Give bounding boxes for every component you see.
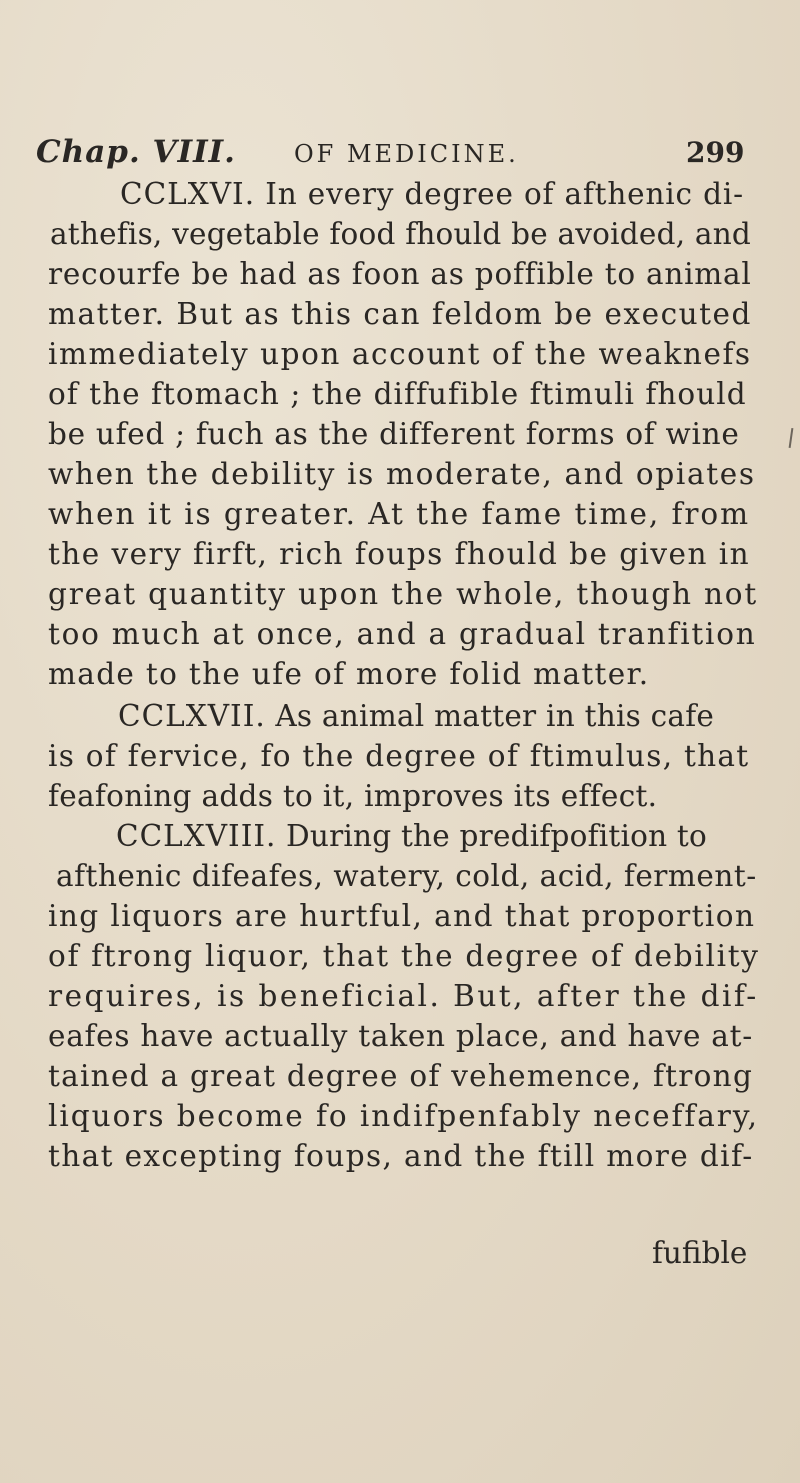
text-line xyxy=(48,614,756,654)
text-line xyxy=(48,976,759,1016)
text-line xyxy=(48,776,657,816)
line-text: tained a great degree of vehemence, ftrong xyxy=(48,1059,754,1093)
line-text: feafoning adds to it, improves its effect. xyxy=(48,779,658,813)
section-number: CCLXVI. xyxy=(120,177,256,211)
running-title: OF MEDICINE. xyxy=(294,140,519,168)
section-number: CCLXVIII. xyxy=(116,819,277,853)
line-text: is of fervice, fo the degree of ftimulus, that xyxy=(48,739,750,773)
paper-mark xyxy=(789,428,794,448)
line-text: requires, is beneficial. But, after the dif- xyxy=(48,979,759,1013)
chapter-heading: Chap. VIII. xyxy=(36,134,236,170)
text-line xyxy=(48,896,755,936)
text-line xyxy=(48,936,760,976)
line-text: of ftrong liquor, that the degree of debility xyxy=(48,939,760,973)
line-text: the very firft, rich foups fhould be given in xyxy=(48,537,751,571)
page-number: 299 xyxy=(686,136,745,169)
line-text: of the ftomach ; the diffufible ftimuli fhould xyxy=(48,377,747,411)
text-line xyxy=(118,696,714,736)
text-line xyxy=(50,214,751,254)
catchword: fufible xyxy=(652,1236,748,1270)
text-line xyxy=(48,454,756,494)
text-line xyxy=(48,574,758,614)
line-text: liquors become fo indifpenfably neceffary, xyxy=(48,1099,759,1133)
text-line xyxy=(48,494,750,534)
line-text: ing liquors are hurtful, and that proportion xyxy=(48,899,756,933)
text-line xyxy=(56,856,757,896)
text-line xyxy=(48,414,740,454)
text-line xyxy=(48,534,750,574)
text-line xyxy=(120,174,744,214)
text-line xyxy=(48,1096,759,1136)
section-number: CCLXVII. xyxy=(118,699,266,733)
line-text: As animal matter in this cafe xyxy=(265,699,715,733)
line-text: when the debility is moderate, and opiates xyxy=(48,457,756,491)
line-text: athefis, vegetable food fhould be avoided, and xyxy=(50,217,752,251)
text-line xyxy=(48,736,749,776)
text-line xyxy=(48,1056,753,1096)
line-text: In every degree of afthenic di- xyxy=(255,177,744,211)
text-line xyxy=(48,254,752,294)
text-line xyxy=(48,1016,753,1056)
text-line xyxy=(48,334,752,374)
text-line xyxy=(48,1136,754,1176)
line-text: recourfe be had as foon as poffible to animal xyxy=(48,257,752,291)
line-text: that excepting foups, and the ftill more dif- xyxy=(48,1139,754,1173)
line-text: too much at once, and a gradual tranfition xyxy=(48,617,757,651)
text-line xyxy=(48,294,752,334)
line-text: made to the ufe of more folid matter. xyxy=(48,657,650,691)
text-line xyxy=(48,374,747,414)
line-text: afthenic difeafes, watery, cold, acid, ferment- xyxy=(56,859,757,893)
line-text: eafes have actually taken place, and have at- xyxy=(48,1019,753,1053)
line-text: great quantity upon the whole, though not xyxy=(48,577,758,611)
text-line xyxy=(48,654,649,694)
running-header xyxy=(36,134,766,178)
line-text: During the predifpofition to xyxy=(276,819,707,853)
text-line xyxy=(116,816,707,856)
line-text: when it is greater. At the fame time, from xyxy=(48,497,750,531)
line-text: be ufed ; fuch as the different forms of wine xyxy=(48,417,740,451)
line-text: matter. But as this can feldom be executed xyxy=(48,297,752,331)
line-text: immediately upon account of the weaknefs xyxy=(48,337,752,371)
